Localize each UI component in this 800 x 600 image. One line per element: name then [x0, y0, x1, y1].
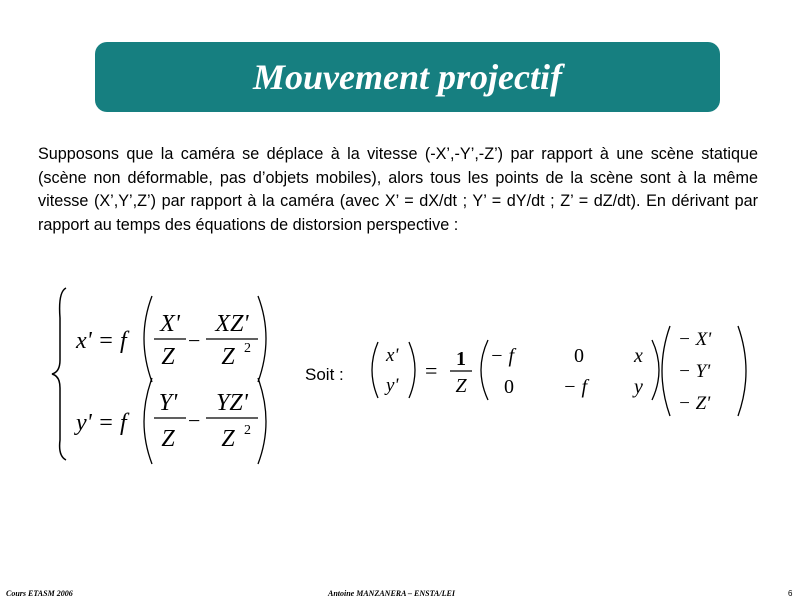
lhs-vec-paren-left: [372, 342, 378, 398]
eq2-exponent: 2: [244, 423, 251, 438]
footer-author: Antoine MANZANERA – ENSTA/LEI: [328, 589, 455, 598]
eq2-den1: Z: [161, 426, 175, 452]
lhs-vec-paren-right: [409, 342, 415, 398]
footer-course: Cours ETASM 2006: [6, 589, 73, 598]
eq1-exponent: 2: [244, 341, 251, 356]
eq1-lhs: x' = f: [76, 328, 127, 354]
rhs-vec-paren-right: [738, 326, 746, 416]
lhs-vec-x: x': [386, 345, 399, 366]
footer-page-number: 6: [788, 589, 793, 598]
eq2-paren-left: [144, 378, 152, 464]
eq1-paren-right: [258, 296, 266, 382]
eq2-lhs: y' = f: [76, 410, 127, 436]
matrix-cell-r1c3: x: [634, 345, 643, 367]
eq2-num2: YZ': [216, 390, 248, 416]
lhs-vec-y: y': [386, 375, 399, 396]
soit-label: Soit :: [305, 365, 344, 384]
eq2-paren-right: [258, 378, 266, 464]
eq1-num2: XZ': [215, 311, 249, 337]
rhs-vec-paren-left: [662, 326, 670, 416]
matrix-paren-left: [481, 340, 488, 400]
rhs-vec-z: − Z': [678, 393, 711, 414]
matrix-cell-r2c2: − f: [563, 376, 588, 398]
body-paragraph: Supposons que la caméra se déplace à la vitesse (-X’,-Y’,-Z’) par rapport à une scène statique (scène non déformable, pas d’objets mobiles), alors tous les points de la scène sont à la même vitesse (X’,Y’,Z’) par rapport à la caméra (avec X’ = dX/dt ; Y’ = dY/dt ; Z’ = dZ/dt). En dérivant par rapport au temps des équations de distorsion perspective :: [38, 145, 758, 234]
eq1-num1: X': [160, 311, 180, 337]
frac-num: 1: [456, 348, 466, 370]
matrix-cell-r1c1: − f: [490, 345, 515, 367]
rhs-vec-x: − X': [678, 329, 712, 350]
matrix-paren-right: [652, 340, 659, 400]
matrix-cell-r2c3: y: [634, 376, 643, 398]
rhs-vec-y: − Y': [678, 361, 711, 382]
eq1-den1: Z: [161, 344, 175, 370]
eq1-minus: −: [188, 328, 201, 353]
equals-sign: =: [425, 358, 438, 383]
eq2-num1: Y': [158, 390, 178, 416]
eq1-paren-left: [144, 296, 152, 382]
frac-den: Z: [455, 375, 467, 397]
matrix-cell-r1c2: 0: [574, 345, 584, 367]
eq2-minus: −: [188, 408, 201, 433]
eq1-den2: Z: [221, 344, 235, 370]
system-brace: [52, 288, 66, 460]
eq2-den2: Z: [221, 426, 235, 452]
slide-title: Mouvement projectif: [253, 57, 562, 97]
matrix-cell-r2c1: 0: [504, 376, 514, 398]
